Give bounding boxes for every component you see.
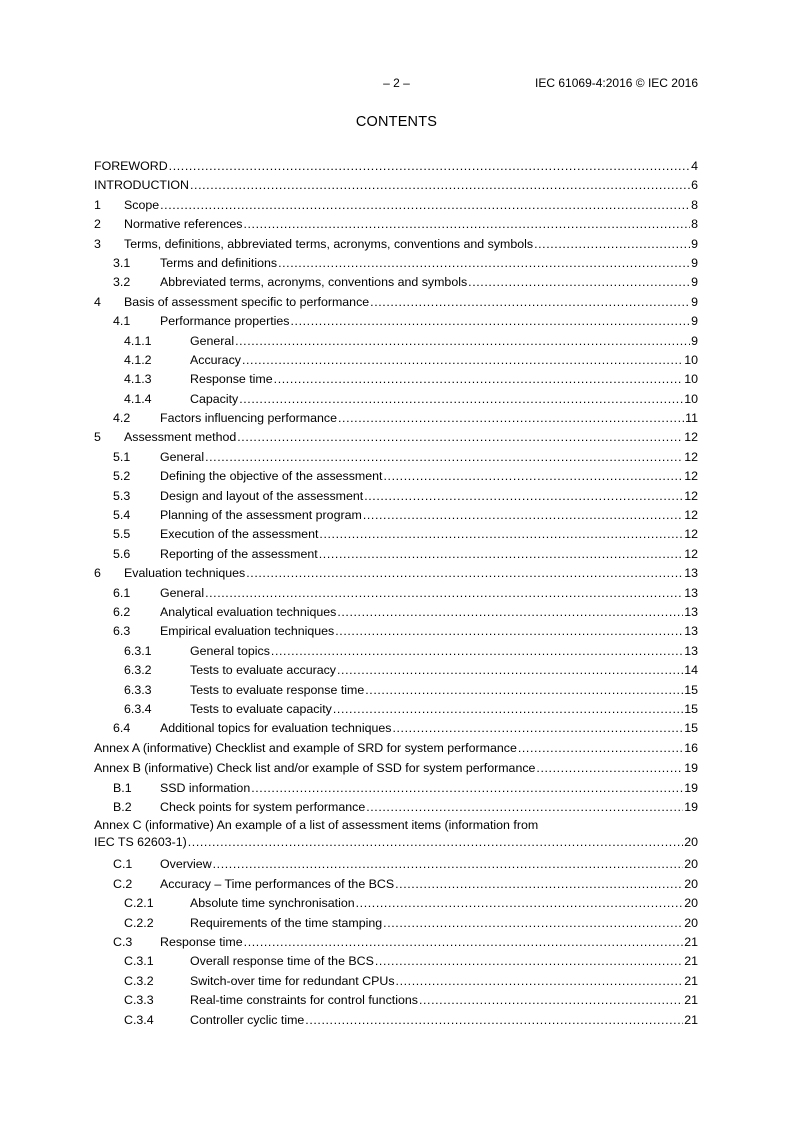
toc-page-number: 19 [684,761,698,776]
toc-entry[interactable] [94,700,698,719]
toc-entry-number: 4.1 [113,314,131,329]
toc-entry-title: Absolute time synchronisation [190,896,355,911]
contents-title: CONTENTS [355,114,438,130]
toc-entry-title: Check points for system performance [160,800,366,815]
toc-leader-dots [333,700,683,719]
toc-entry-number: 5.1 [113,449,131,464]
toc-entry-title: Terms, definitions, abbreviated terms, acronyms, conventions and symbols [124,236,534,251]
toc-entry[interactable] [94,235,698,254]
toc-entry-title: Accuracy [190,352,241,367]
toc-entry-title: Requirements of the time stamping [190,915,383,930]
toc-entry-title: Reporting of the assessment [160,546,318,561]
toc-entry[interactable] [94,487,698,506]
toc-leader-dots [239,390,683,409]
toc-entry-number: 4 [94,294,101,309]
toc-entry-title: Tests to evaluate response time [190,682,365,697]
toc-page-number: 21 [684,1012,698,1027]
toc-page-number: 21 [684,993,698,1008]
toc-entry-number: 5.6 [113,546,131,561]
toc-leader-dots [205,448,683,467]
toc-entry-continuation [94,834,698,851]
toc-page-number: 6 [691,178,698,193]
toc-entry-title: Annex C (informative) An example of a list of assessment items (information from [94,818,539,833]
toc-entry[interactable] [94,312,698,331]
toc-page-number: 9 [691,236,698,251]
toc-page-number: 16 [684,740,698,755]
toc-page-number: 20 [684,835,698,850]
toc-leader-dots [383,914,683,933]
toc-page-number: 9 [691,275,698,290]
toc-leader-dots [536,759,683,778]
toc-entry-number: C.2 [113,876,133,891]
toc-entry[interactable] [94,428,698,447]
toc-entry[interactable] [94,739,698,758]
toc-entry[interactable] [94,875,698,894]
toc-entry-title: Tests to evaluate accuracy [190,663,337,678]
toc-leader-dots [243,215,690,234]
page-number: – 2 – [383,76,410,90]
toc-page-number: 15 [684,682,698,697]
toc-leader-dots [251,779,683,798]
toc-leader-dots [244,933,684,952]
toc-entry-number: 6.3.4 [124,701,152,716]
toc-entry[interactable] [94,1011,698,1030]
toc-entry-title: Basis of assessment specific to performance [124,294,370,309]
toc-page-number: 14 [684,663,698,678]
toc-entry-number: 4.1.1 [124,333,152,348]
toc-leader-dots [242,351,683,370]
toc-entry-number: 5.2 [113,469,131,484]
toc-entry[interactable] [94,545,698,564]
toc-leader-dots [375,952,683,971]
toc-leader-dots [396,972,684,991]
toc-entry-number: B.1 [113,780,132,795]
toc-entry-title: General topics [190,643,270,658]
toc-leader-dots [278,254,690,273]
toc-entry[interactable] [94,798,698,817]
toc-entry-title: Scope [124,197,160,212]
toc-entry-number: 5.5 [113,527,131,542]
toc-entry[interactable] [94,661,698,680]
toc-leader-dots [338,409,684,428]
toc-entry[interactable] [94,525,698,544]
toc-page-number: 20 [684,915,698,930]
toc-entry-title-continuation: IEC TS 62603-1) [94,835,187,850]
toc-entry[interactable] [94,894,698,913]
toc-entry-title: Planning of the assessment program [160,508,362,523]
toc-page-number: 13 [684,624,698,639]
toc-entry-title: Defining the objective of the assessment [160,469,383,484]
toc-entry[interactable] [94,642,698,661]
toc-page-number: 15 [684,701,698,716]
toc-entry[interactable] [94,914,698,933]
toc-entry[interactable] [94,779,698,798]
toc-entry-number: 3.1 [113,255,131,270]
toc-entry-title: Response time [160,935,243,950]
toc-entry[interactable] [94,564,698,583]
toc-page-number: 10 [684,372,698,387]
toc-entry-number: 4.1.2 [124,352,152,367]
toc-page-number: 12 [684,546,698,561]
page-header [95,76,698,92]
toc-entry[interactable] [94,293,698,312]
toc-leader-dots [364,487,683,506]
toc-page-number: 12 [684,508,698,523]
toc-entry-title: Normative references [124,217,243,232]
toc-entry-number: C.3.4 [124,1012,154,1027]
toc-entry-number: 3.2 [113,275,131,290]
toc-entry-title: Accuracy – Time performances of the BCS [160,876,395,891]
toc-entry[interactable] [94,176,698,195]
toc-leader-dots [356,894,684,913]
toc-entry-title: Tests to evaluate capacity [190,701,332,716]
toc-leader-dots [468,273,690,292]
toc-entry[interactable] [94,467,698,486]
toc-leader-dots [363,506,683,525]
toc-page-number: 15 [684,721,698,736]
toc-entry[interactable] [94,332,698,351]
toc-entry[interactable] [94,817,698,855]
toc-entry[interactable] [94,351,698,370]
toc-page-number: 13 [684,566,698,581]
toc-entry-number: C.2.2 [124,915,154,930]
toc-entry[interactable] [94,855,698,874]
toc-entry-number: 6.3 [113,624,131,639]
toc-leader-dots [337,661,683,680]
toc-leader-dots [205,584,683,603]
toc-entry-title: General [160,585,205,600]
toc-page-number: 11 [685,411,698,426]
toc-entry[interactable] [94,409,698,428]
toc-entry-title: SSD information [160,780,251,795]
toc-page-number: 21 [684,973,698,988]
toc-entry-number: C.3.1 [124,954,154,969]
toc-entry[interactable] [94,157,698,176]
toc-entry-title: General [160,449,205,464]
toc-entry-title: Evaluation techniques [124,566,246,581]
toc-leader-dots [335,622,683,641]
toc-entry-number: 6.1 [113,585,131,600]
toc-page-number: 10 [684,391,698,406]
toc-entry-number: 5.4 [113,508,131,523]
toc-entry-number: C.1 [113,857,133,872]
toc-page-number: 9 [691,294,698,309]
toc-entry-title: Annex A (informative) Checklist and example of SRD for system performance [94,740,517,755]
toc-entry-title: Response time [190,372,273,387]
toc-entry[interactable] [94,506,698,525]
toc-entry[interactable] [94,370,698,389]
toc-leader-dots [190,176,690,195]
toc-entry-number: 6.2 [113,604,131,619]
toc-page-number: 12 [684,430,698,445]
toc-leader-dots [366,798,683,817]
toc-entry[interactable] [94,681,698,700]
toc-leader-dots [237,428,683,447]
toc-page-number: 12 [684,527,698,542]
toc-leader-dots [274,370,684,389]
toc-entry[interactable] [94,603,698,622]
toc-leader-dots [305,1011,683,1030]
toc-entry-number: 4.1.4 [124,391,152,406]
toc-entry[interactable] [94,972,698,991]
toc-entry-title: INTRODUCTION [94,178,189,193]
toc-entry-title: Execution of the assessment [160,527,319,542]
toc-entry-title: Overall response time of the BCS [190,954,374,969]
toc-entry-title: Controller cyclic time [190,1012,305,1027]
toc-entry-number: 4.1.3 [124,372,152,387]
toc-leader-dots [419,991,683,1010]
toc-entry-number: 6.3.2 [124,663,152,678]
toc-leader-dots [319,545,683,564]
toc-leader-dots [319,525,683,544]
toc-entry[interactable] [94,991,698,1010]
toc-leader-dots [169,157,690,176]
toc-entry-number: 3 [94,236,101,251]
toc-entry-title: Empirical evaluation techniques [160,624,335,639]
toc-entry-number: B.2 [113,800,132,815]
toc-entry[interactable] [94,719,698,738]
table-of-contents [94,157,698,1030]
toc-entry-number: 5.3 [113,488,131,503]
toc-leader-dots [188,834,683,851]
toc-page-number: 19 [684,780,698,795]
toc-entry[interactable] [94,622,698,641]
toc-entry[interactable] [94,254,698,273]
toc-page-number: 9 [691,314,698,329]
toc-entry-number: 6.3.1 [124,643,152,658]
toc-entry-number: 6.3.3 [124,682,152,697]
toc-entry-title: Design and layout of the assessment [160,488,364,503]
toc-entry-title: Overview [160,857,212,872]
toc-entry[interactable] [94,196,698,215]
toc-entry[interactable] [94,933,698,952]
toc-leader-dots [534,235,690,254]
toc-page-number: 20 [684,857,698,872]
toc-page-number: 4 [691,159,698,173]
toc-page-number: 21 [684,935,698,950]
toc-page-number: 13 [684,643,698,658]
toc-page-number: 13 [684,585,698,600]
toc-page-number: 9 [691,333,698,348]
toc-entry-title: Switch-over time for redundant CPUs [190,973,395,988]
toc-entry[interactable] [94,759,698,778]
toc-entry-title: Additional topics for evaluation techniques [160,721,392,736]
toc-entry-title: Factors influencing performance [160,411,337,426]
toc-entry-title: Capacity [190,391,239,406]
toc-leader-dots [160,196,690,215]
toc-entry-title: Analytical evaluation techniques [160,604,337,619]
toc-entry[interactable] [94,215,698,234]
toc-entry[interactable] [94,952,698,971]
toc-entry-number: 2 [94,217,101,232]
toc-entry-title: Terms and definitions [160,255,278,270]
toc-page-number: 9 [691,255,698,270]
toc-entry-number: 6.4 [113,721,131,736]
toc-leader-dots [370,293,690,312]
toc-page-number: 8 [691,217,698,232]
toc-entry-number: 6 [94,566,101,581]
toc-leader-dots [213,855,684,874]
toc-entry-number: C.3 [113,935,133,950]
toc-entry-number: 5 [94,430,101,445]
toc-page-number: 12 [684,449,698,464]
toc-page-number: 20 [684,896,698,911]
toc-leader-dots [235,332,690,351]
toc-entry[interactable] [94,390,698,409]
toc-entry-title: FOREWORD [94,159,168,173]
toc-entry-title: Real-time constraints for control functions [190,993,418,1008]
toc-leader-dots [290,312,690,331]
toc-leader-dots [392,719,683,738]
toc-entry[interactable] [94,584,698,603]
toc-entry-title: Assessment method [124,430,237,445]
toc-leader-dots [383,467,683,486]
toc-entry-title: General [190,333,235,348]
toc-entry-number: C.3.3 [124,993,154,1008]
document-identifier: IEC 61069-4:2016 © IEC 2016 [535,76,698,90]
toc-page-number: 19 [684,800,698,815]
toc-entry-title: Performance properties [160,314,290,329]
toc-leader-dots [246,564,683,583]
toc-page-number: 20 [684,876,698,891]
toc-page-number: 8 [691,197,698,212]
toc-entry[interactable] [94,448,698,467]
toc-entry-number: C.3.2 [124,973,154,988]
toc-page-number: 13 [684,604,698,619]
toc-leader-dots [395,875,683,894]
toc-leader-dots [518,739,683,758]
toc-entry-title: Abbreviated terms, acronyms, conventions and symbols [160,275,468,290]
toc-entry[interactable] [94,273,698,292]
toc-leader-dots [365,681,683,700]
toc-leader-dots [271,642,683,661]
toc-page-number: 21 [684,954,698,969]
toc-entry-title: Annex B (informative) Check list and/or example of SSD for system performance [94,761,536,776]
toc-entry-number: 1 [94,197,101,212]
toc-leader-dots [337,603,683,622]
toc-page-number: 12 [684,469,698,484]
toc-page-number: 10 [684,352,698,367]
toc-page-number: 12 [684,488,698,503]
toc-entry-number: 4.2 [113,411,131,426]
toc-entry-number: C.2.1 [124,896,154,911]
